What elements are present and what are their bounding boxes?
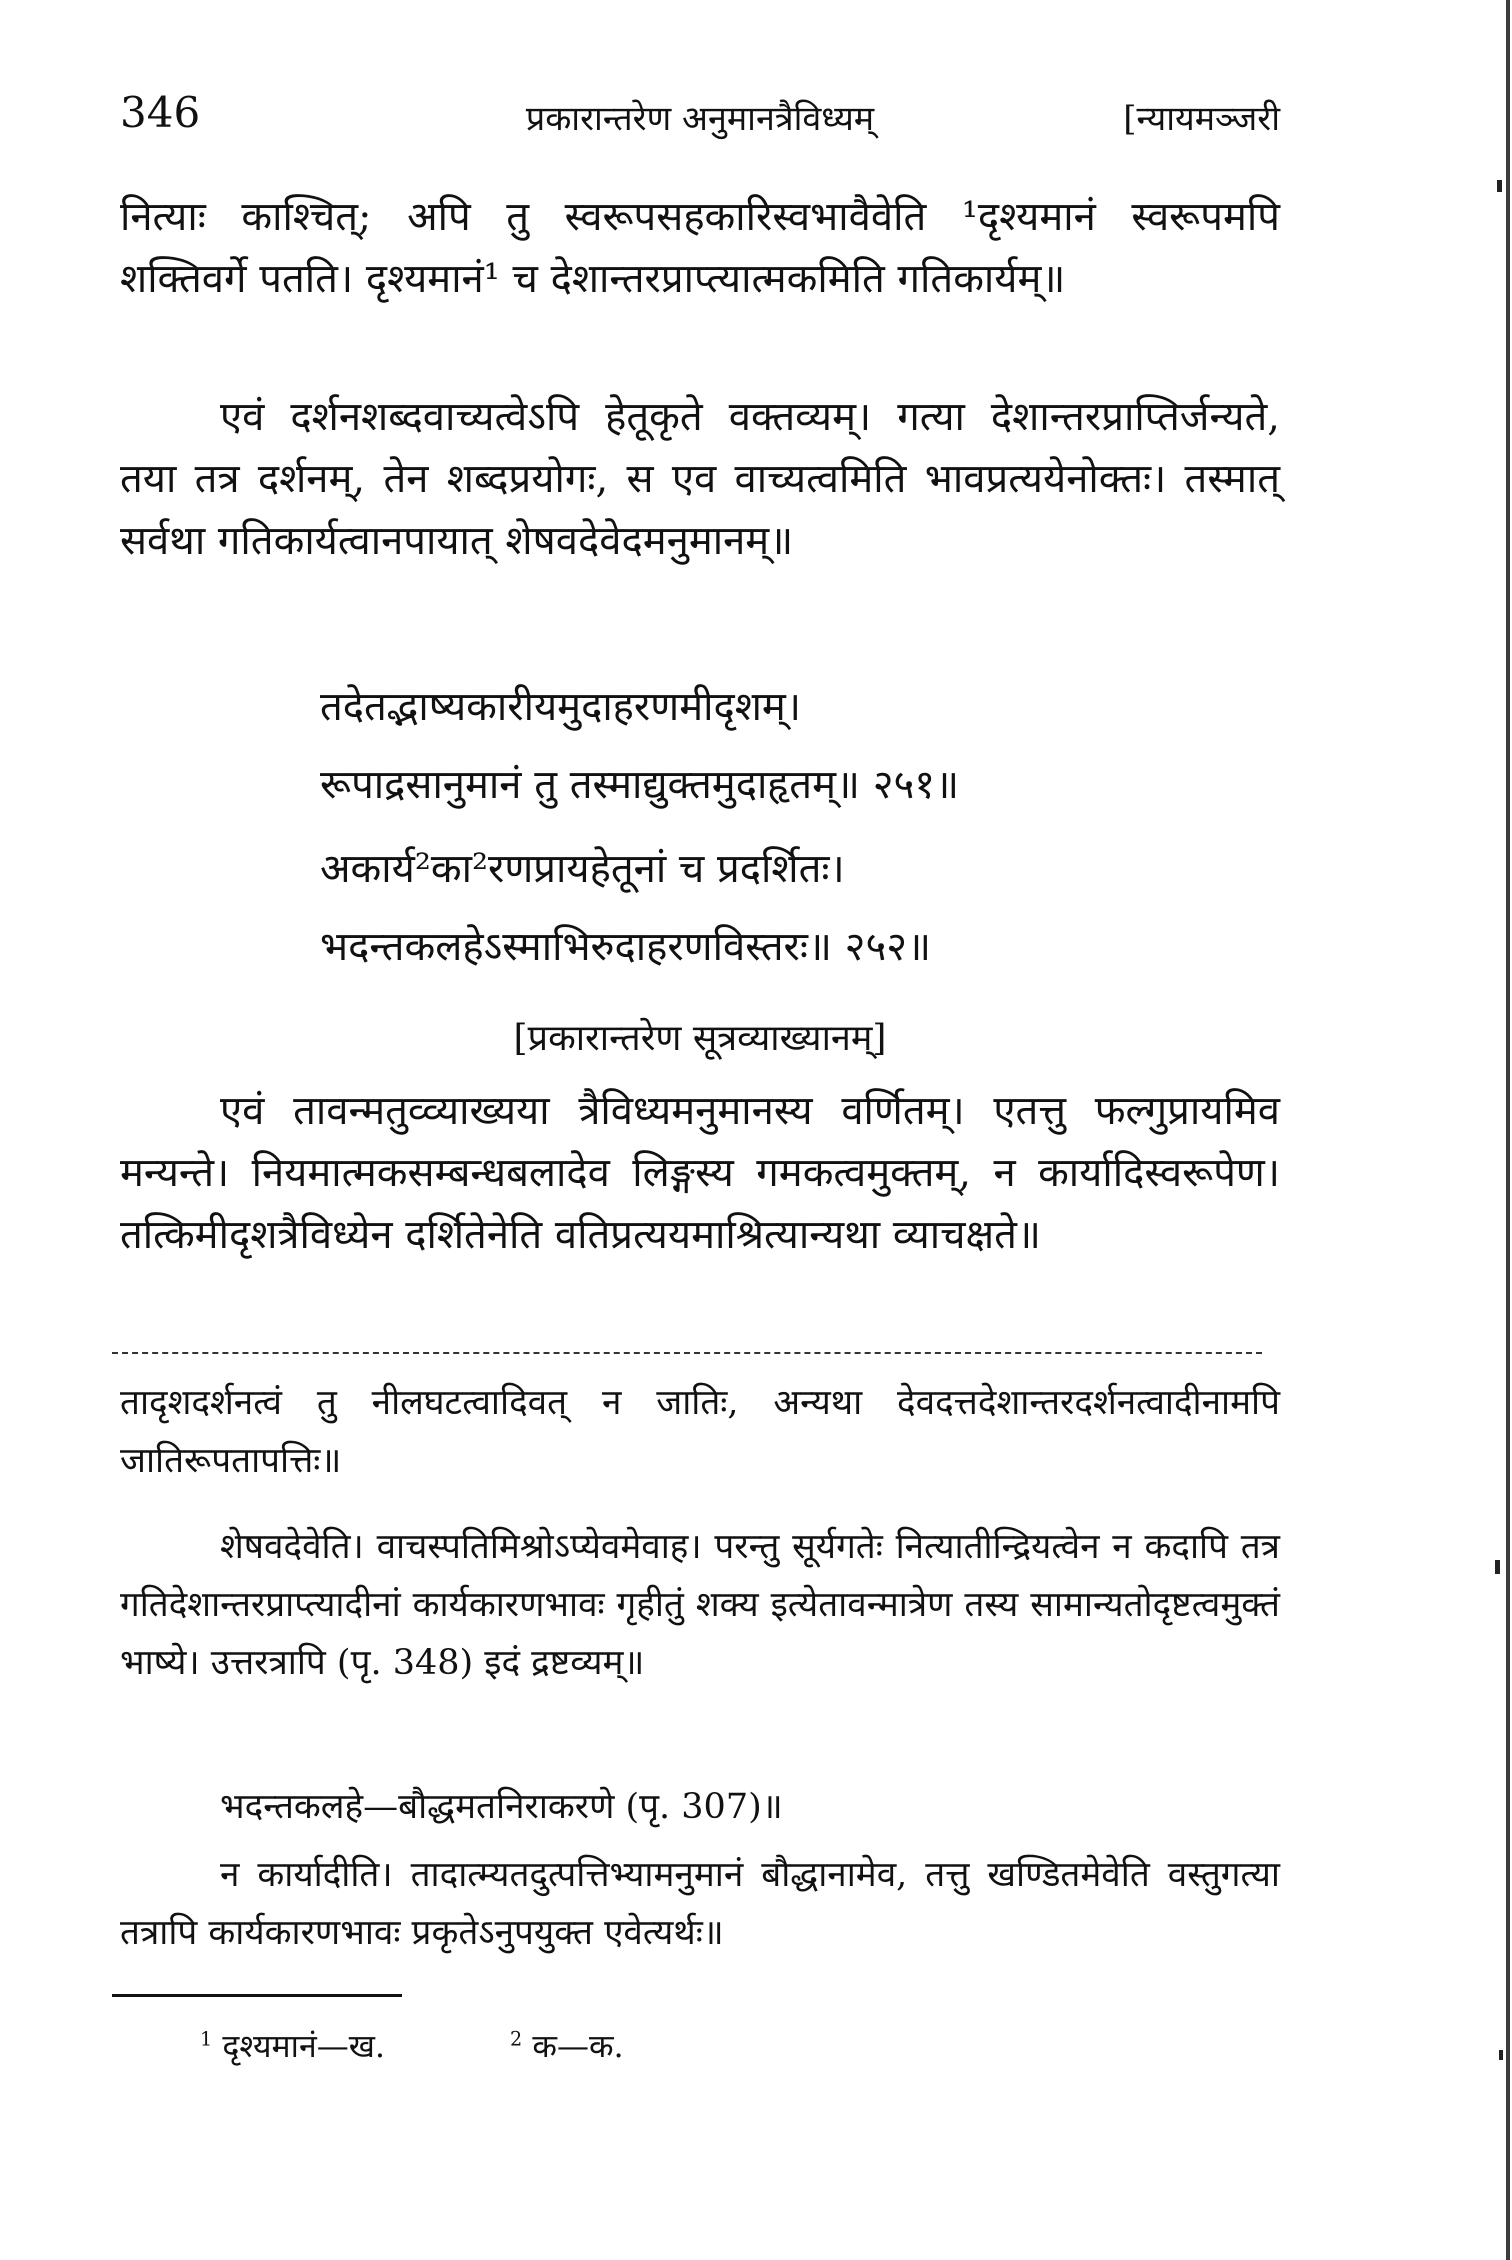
footnote-2 (510, 2024, 624, 2067)
scan-edge-line (1506, 0, 1510, 2260)
scan-speck (1495, 1560, 1500, 1574)
scan-edge (1490, 0, 1512, 2260)
body-paragraph-2: एवं दर्शनशब्दवाच्यत्वेऽपि हेतूकृते वक्तव्यम्। गत्या देशान्तरप्राप्तिर्जन्यते, तया तत्र दर्शनम्, तेन शब्दप्रयोगः, स एव वाच्यत्वमिति भावप्रत्ययेनोक्तः। तस्मात् सर्वथा गतिकार्यत्वानपायात् शेषवदेवेदमनुमानम्॥ (120, 394, 1280, 564)
book-title: [न्यायमञ्जरी (1123, 99, 1280, 139)
footnote-1-mark: 1 (200, 2027, 213, 2051)
scan-speck (1499, 2050, 1503, 2060)
commentary-paragraph-2: शेषवदेवेति। वाचस्पतिमिश्रोऽप्येवमेवाह। परन्तु सूर्यगतेः नित्यातीन्द्रियत्वेन न कदापि तत्र गतिदेशान्तरप्राप्त्यादीनां कार्यकारणभावः गृहीतुं शक्य इत्येतावन्मात्रेण तस्य सामान्यतोदृष्टत्वमुक्तं भाष्ये। उत्तरत्रापि (पृ. 348) इदं द्रष्टव्यम्॥ (120, 1527, 1280, 1683)
verse-251-line-2: रूपाद्रसानुमानं तु तस्माद्युक्तमुदाहृतम्॥ २५१॥ (320, 762, 960, 808)
running-title: प्रकारान्तरेण अनुमानत्रैविध्यम् (525, 99, 875, 139)
verse-252-line-2: भदन्तकलहेऽस्माभिरुदाहरणविस्तरः॥ २५२॥ (320, 924, 932, 970)
commentary-separator (112, 1352, 1262, 1354)
running-header (120, 88, 1280, 148)
footnote-2-text: क—क. (532, 2027, 624, 2065)
verse-251-line-1: तदेतद्भाष्यकारीयमुदाहरणमीदृशम्। (320, 684, 801, 730)
footnote-1 (200, 2024, 385, 2067)
body-paragraph-3: एवं तावन्मतुव्व्याख्यया त्रैविध्यमनुमानस्य वर्णितम्। एतत्तु फल्गुप्रायमिव मन्यन्ते। नियमात्मकसम्बन्धबलादेव लिङ्गस्य गमकत्वमुक्तम्, न कार्यादिस्वरूपेण। तत्किमीदृशत्रैविध्येन दर्शितेनेति वतिप्रत्ययमाश्रित्यान्यथा व्याचक्षते॥ (120, 1088, 1280, 1258)
commentary-paragraph-4: न कार्यादीति। तादात्म्यतदुत्पत्तिभ्यामनुमानं बौद्धानामेव, तत्तु खण्डितमेवेति वस्तुगत्या तत्रापि कार्यकारणभावः प्रकृतेऽनुपयुक्त एवेत्यर्थः॥ (120, 1855, 1280, 1953)
body-paragraph-1: नित्याः काश्चित्; अपि तु स्वरूपसहकारिस्वभावैवेति ¹दृश्यमानं स्वरूपमपि शक्तिवर्गे पतति। दृश्यमानं¹ च देशान्तरप्राप्त्यात्मकमिति गतिकार्यम्॥ (120, 194, 1280, 302)
commentary-paragraph-1: तादृशदर्शनत्वं तु नीलघटत्वादिवत् न जातिः, अन्यथा देवदत्तदेशान्तरदर्शनत्वादीनामपि जातिरूपतापत्तिः॥ (120, 1383, 1280, 1481)
verse-252-line-1: अकार्य²का²रणप्रायहेतूनां च प्रदर्शितः। (320, 846, 845, 892)
page-number: 346 (120, 88, 201, 137)
footnote-separator (112, 1994, 402, 1997)
section-heading: [प्रकारान्तरेण सूत्रव्याख्यानम्] (513, 1018, 887, 1059)
footnote-2-mark: 2 (510, 2027, 523, 2051)
commentary-paragraph-3: भदन्तकलहे—बौद्धमतनिराकरणे (पृ. 307)॥ (220, 1787, 783, 1827)
scan-speck (1497, 180, 1502, 192)
footnote-1-text: दृश्यमानं—ख. (222, 2027, 386, 2065)
